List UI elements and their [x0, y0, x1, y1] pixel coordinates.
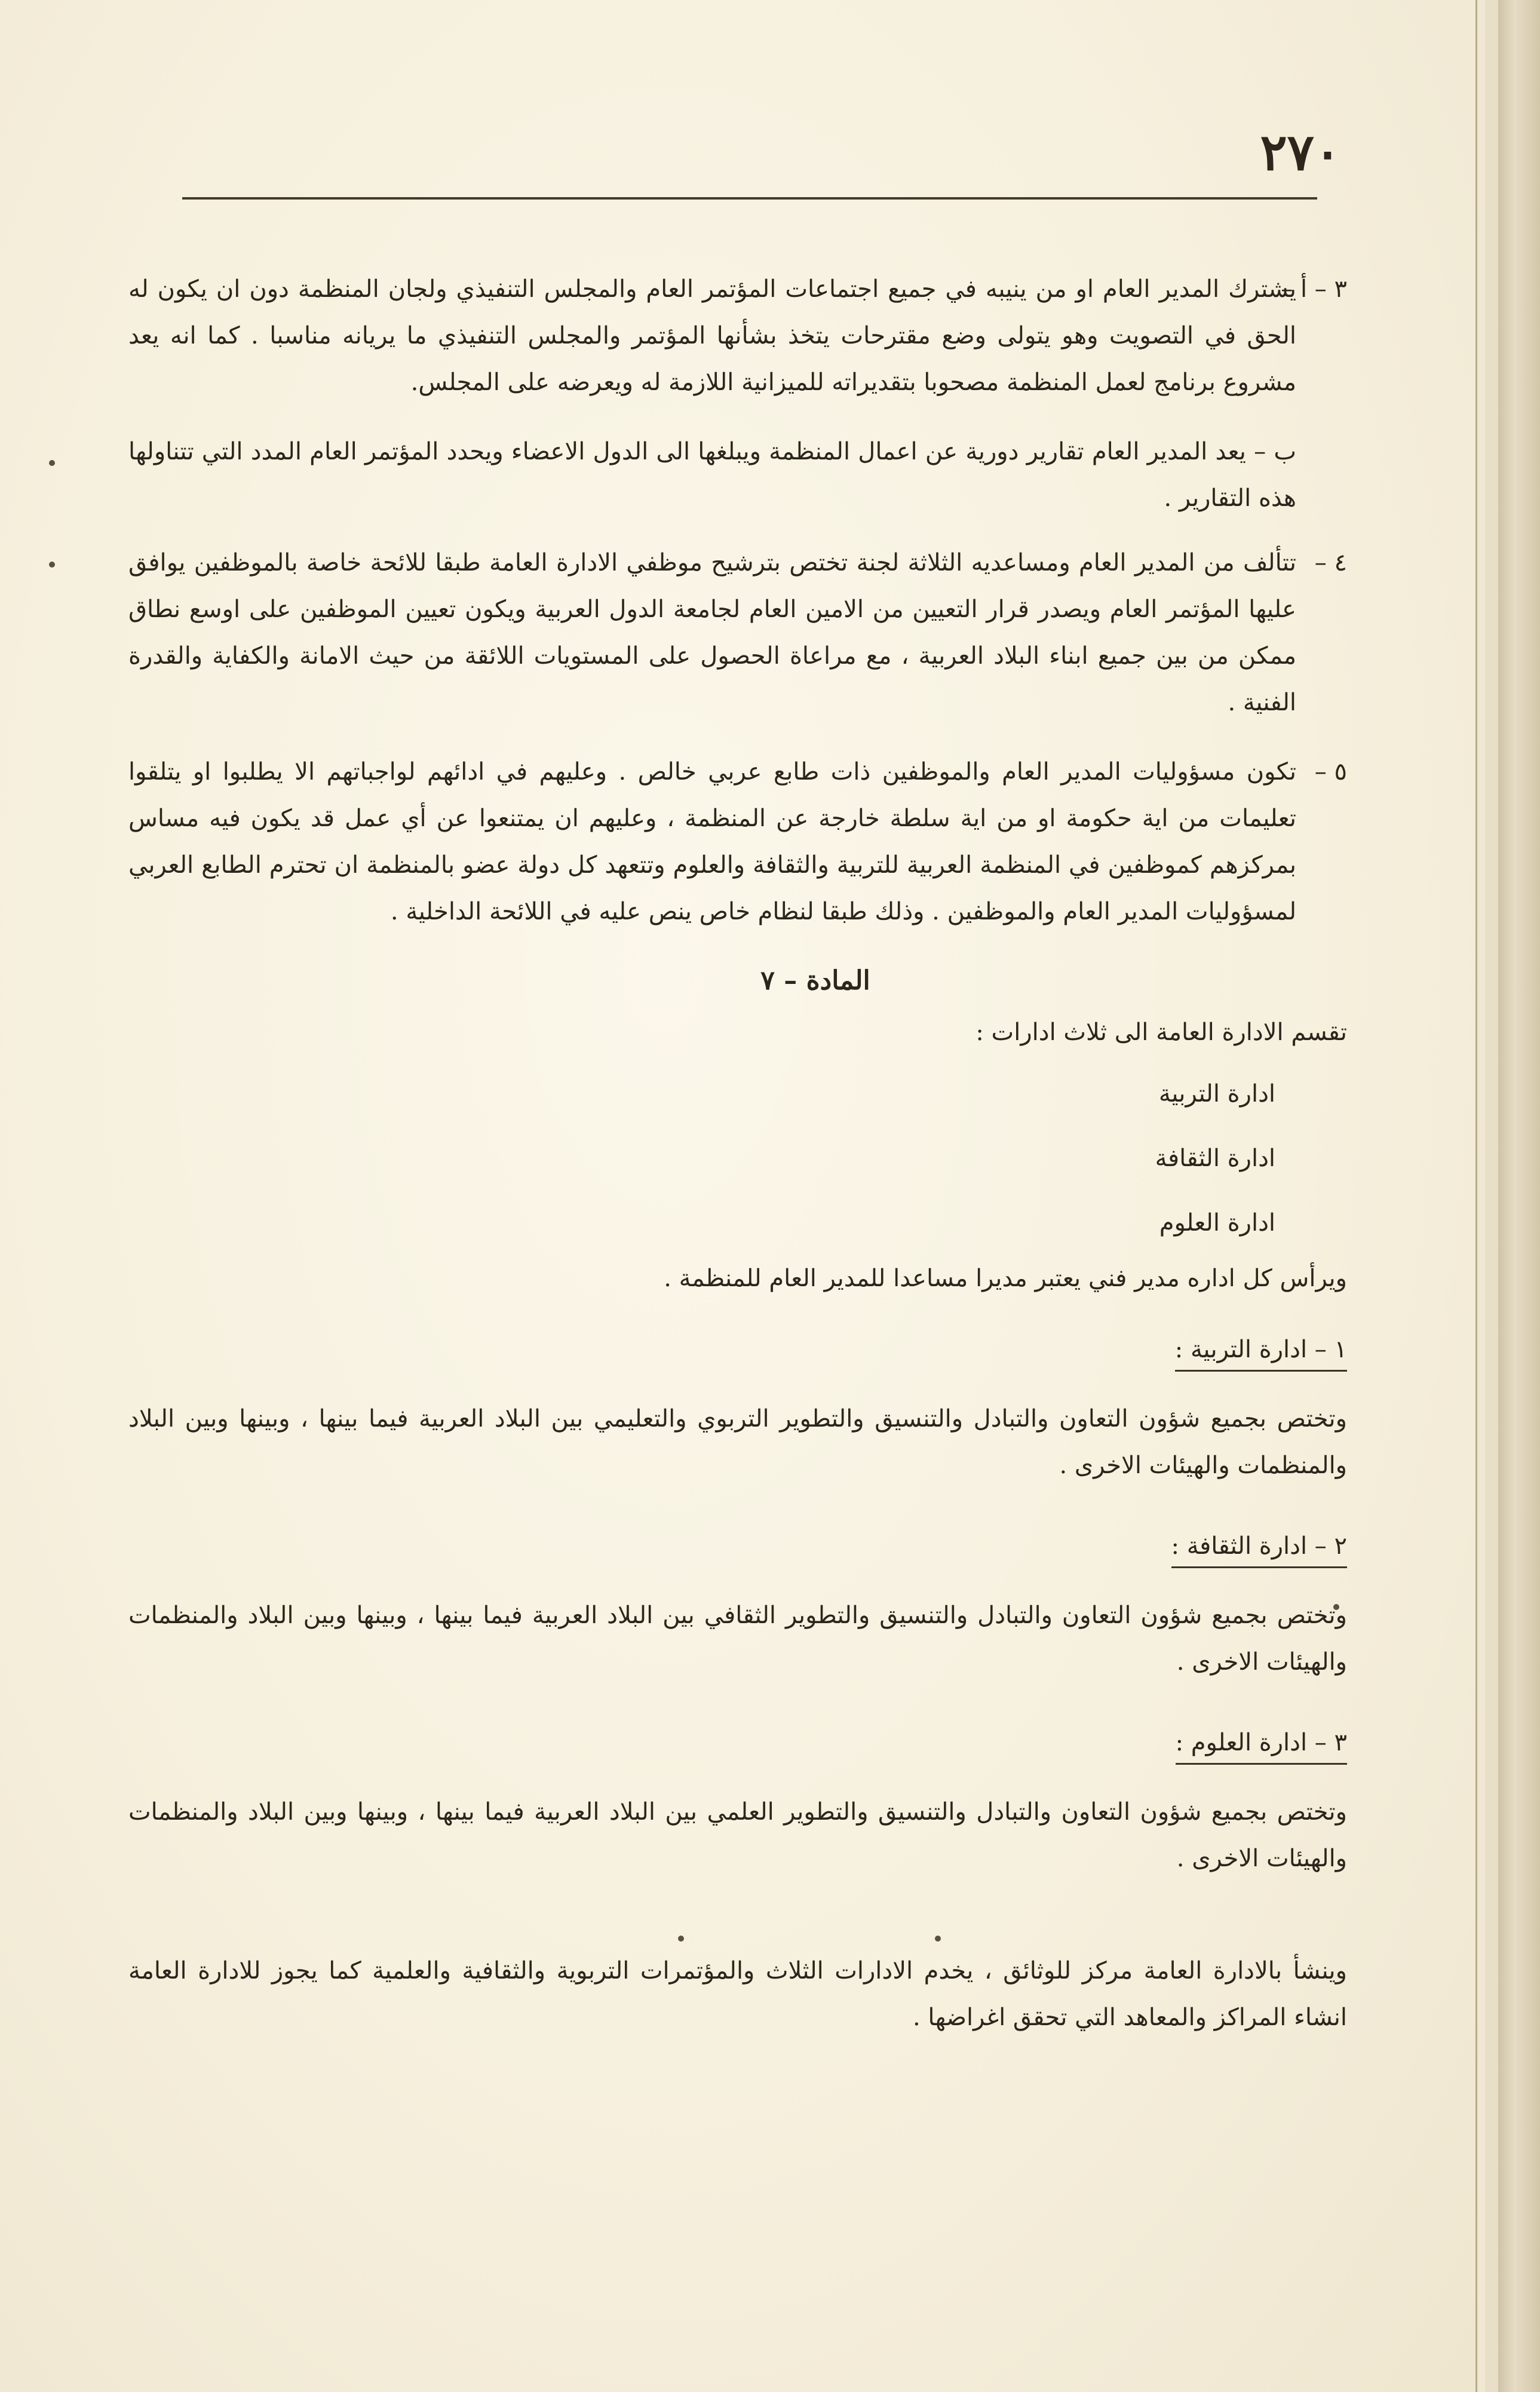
section-heading: ١ – ادارة التربية : — [1175, 1332, 1347, 1372]
section-text: وتختص بجميع شؤون التعاون والتبادل والتنسيق والتطوير العلمي بين البلاد العربية فيما بينها ، وبينها وبين البلاد والمنظمات والهيئات الاخرى . — [128, 1798, 1348, 1872]
section-science — [128, 1701, 1347, 1882]
clause-4 — [128, 539, 1347, 726]
section-heading: ٣ – ادارة العلوم : — [1176, 1725, 1347, 1765]
section-text: وتختص بجميع شؤون التعاون والتبادل والتنسيق والتطوير التربوي والتعليمي بين البلاد العربية فيما بينها ، وبينها وبين البلاد والمنظمات والهيئات الاخرى . — [128, 1405, 1347, 1479]
clause-text: تتألف من المدير العام ومساعديه الثلاثة لجنة تختص بترشيح موظفي الادارة العامة طبقا للائحة خاصة بالموظفين يوافق عليها المؤتمر العام ويصدر قرار التعيين من الامين العام لجامعة الدول العربية ويكون تعيين الموظفين على اوسع نطاق ممكن من بين جميع ابناء البلاد العربية ، مع مراعاة الحصول على المستويات اللائقة من حيث الامانة والكفاية والقدرة الفنية . — [128, 549, 1296, 716]
stacked-page-edge — [1484, 0, 1498, 2392]
scan-speck — [49, 460, 55, 466]
clause-number: ٤ – — [1314, 549, 1347, 576]
document-body — [128, 266, 1347, 2047]
section-culture — [128, 1504, 1347, 1685]
section-education — [128, 1308, 1347, 1489]
article-title: المادة – ٧ — [760, 965, 870, 996]
department-list-item: ادارة العلوم — [1159, 1209, 1275, 1237]
header-rule — [182, 197, 1317, 200]
scan-speck — [49, 562, 55, 568]
clause-text: ب – يعد المدير العام تقارير دورية عن اعمال المنظمة ويبلغها الى الدول الاعضاء ويحدد المؤتمر العام المدد التي تتناولها هذه التقارير . — [128, 438, 1297, 512]
clause-number: ٣ – أ – — [1281, 275, 1347, 303]
clause-text: تكون مسؤوليات المدير العام والموظفين ذات طابع عربي خالص . وعليهم في ادائهم لواجباتهم الا يطلبوا او يتلقوا تعليمات من اية حكومة او من اية سلطة خارجة عن المنظمة ، وعليهم ان يمتنعوا عن أي عمل قد يكون فيه مساس بمركزهم كموظفين في المنظمة العربية للتربية والثقافة والعلوم وتتعهد كل دولة عضو بالمنظمة ان تحترم الطابع العربي لمسؤوليات المدير العام والموظفين . وذلك طبقا لنظام خاص ينص عليه في اللائحة الداخلية . — [128, 758, 1296, 925]
scan-background-edge — [1498, 0, 1540, 2392]
department-list — [128, 1062, 1347, 1255]
clause-text: يشترك المدير العام او من ينيبه في جميع اجتماعات المؤتمر العام والمجلس التنفيذي ولجان المنظمة دون ان يكون له الحق في التصويت وهو يتولى وضع مقترحات يتخذ بشأنها المؤتمر والمجلس التنفيذي ما يريانه مناسبا . كما انه يعد مشروع برنامج لعمل المنظمة مصحوبا بتقديراته للميزانية اللازمة له ويعرضه على المجلس. — [128, 275, 1297, 396]
page-number: ٢٧٠ — [1260, 122, 1341, 182]
department-list-item: ادارة التربية — [1158, 1080, 1275, 1108]
section-text: وتختص بجميع شؤون التعاون والتبادل والتنسيق والتطوير الثقافي بين البلاد العربية فيما بينها ، وبينها وبين البلاد والمنظمات والهيئات الاخرى . — [128, 1602, 1347, 1676]
clause-3b — [128, 428, 1347, 522]
department-list-item: ادارة الثقافة — [1155, 1145, 1275, 1172]
clause-5 — [128, 749, 1347, 935]
section-heading: ٢ – ادارة الثقافة : — [1171, 1528, 1348, 1568]
article-intro: تقسم الادارة العامة الى ثلاث ادارات : — [975, 1019, 1347, 1046]
closing-paragraph: وينشأ بالادارة العامة مركز للوثائق ، يخدم الادارات الثلاث والمؤتمرات التربوية والثقافية والعلمية كما يجوز للادارة العامة انشاء المراكز والمعاهد التي تحقق اغراضها . — [128, 1957, 1347, 2031]
clause-3a — [128, 266, 1347, 406]
clause-number: ٥ – — [1314, 758, 1347, 786]
department-heads-note: ويرأس كل اداره مدير فني يعتبر مديرا مساعدا للمدير العام للمنظمة . — [664, 1265, 1347, 1292]
